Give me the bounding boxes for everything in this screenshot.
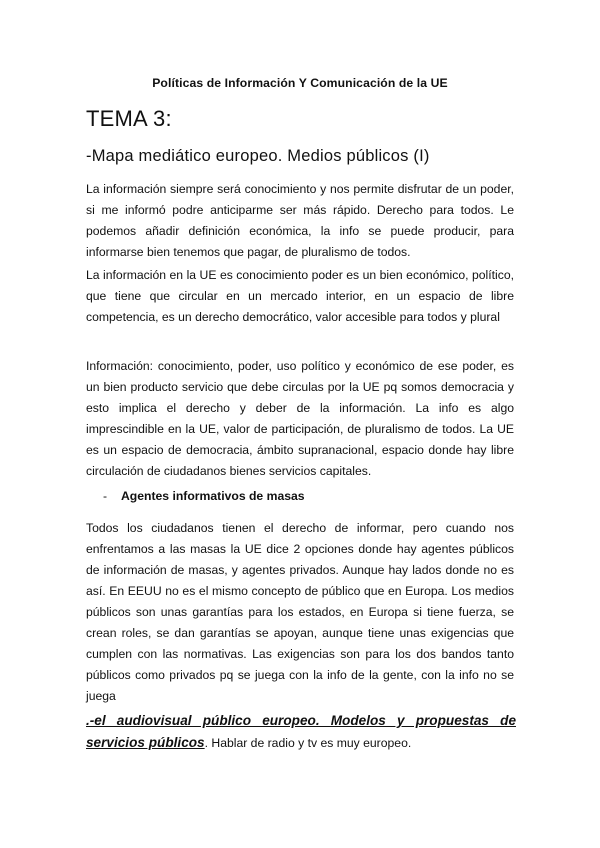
bullet-marker: -: [103, 489, 108, 503]
paragraph-3: Información: conocimiento, poder, uso político y económico de ese poder, es un bien producto servicio que debe circulas por la UE pq somos democracia y esto implica el derecho y deber de la información. La info es algo imprescindible en la UE, valor de participación, de pluralismo de todos. La UE es un espacio de democracia, ámbito supranacional, espacio donde hay libre circulación de ciudadanos bienes servicios capitales.: [86, 359, 514, 478]
section-subtitle: -Mapa mediático europeo. Medios públicos (I): [86, 147, 430, 165]
section-tail-text: . Hablar de radio y tv es muy europeo.: [204, 736, 412, 750]
bullet-label: Agentes informativos de masas: [121, 489, 305, 503]
section-heading-line-1: .-el audiovisual público europeo. Modelos y propuestas de: [86, 713, 516, 728]
document-title: Políticas de Información Y Comunicación de la UE: [152, 76, 448, 90]
paragraph-1: La información siempre será conocimiento y nos permite disfrutar de un poder, si me informó podre anticiparme ser más rápido. Derecho para todos. Le podemos añadir definición económica, la info se puede producir, para informarse bien tenemos que pagar, de pluralismo de todos.: [86, 182, 514, 259]
section-heading-line-2: servicios públicos: [86, 735, 205, 750]
paragraph-4: Todos los ciudadanos tienen el derecho de informar, pero cuando nos enfrentamos a las masas la UE dice 2 opciones donde hay agentes públicos de información de masas, y agentes privados. Aunque hay lados donde no es así. En EEUU no es el mismo concepto de público que en Europa. Los medios públicos son unas garantías para los estados, en Europa si tiene fuerza, se crean roles, se dan garantías se apoyan, aunque tiene unas exigencias que cumplen con las normativas. Las exigencias son para los dos bandos tanto públicos como privados pq se juega con la info de la gente, con la info no se juega: [86, 521, 514, 703]
tema-heading: TEMA 3:: [86, 106, 172, 131]
paragraph-2: La información en la UE es conocimiento poder es un bien económico, político, que tiene que circular en un mercado interior, en un espacio de libre competencia, es un derecho democrático, valor accesible para todos y plural: [86, 268, 514, 324]
bullet-item: [103, 489, 305, 503]
audiovisual-section: [86, 710, 516, 754]
